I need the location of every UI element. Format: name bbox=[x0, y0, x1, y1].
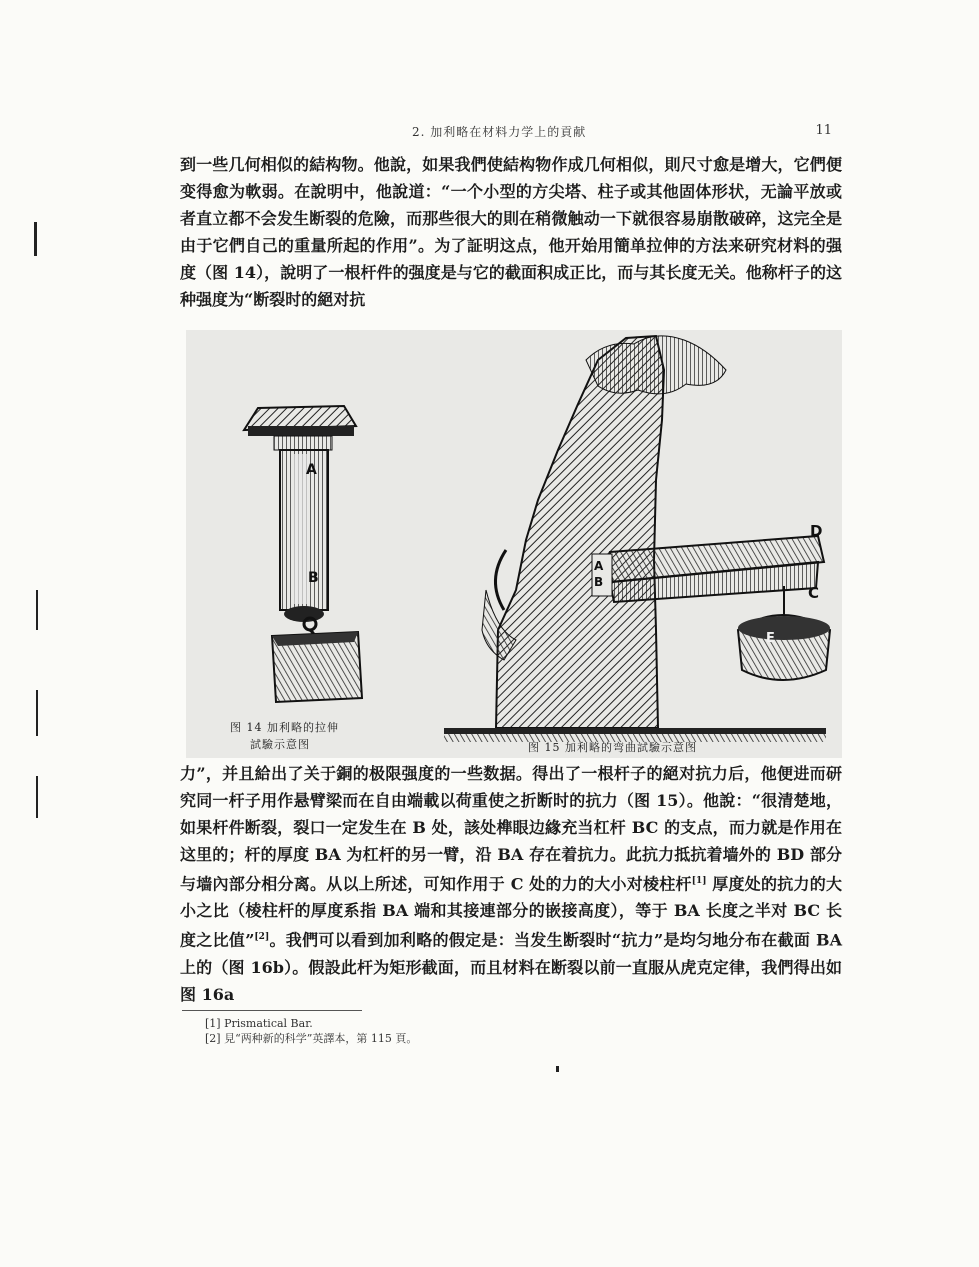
fig15-drawing bbox=[444, 336, 830, 742]
paragraph-bottom-part2: 厚度处的抗力的大小之比（棱柱杆的厚度系指 BA 端和其接連部分的嵌接高度），等于 BA 长度之半对 BC 长度之比值” bbox=[180, 874, 842, 950]
scan-speck bbox=[556, 1066, 559, 1072]
margin-scan-mark-3 bbox=[36, 776, 38, 818]
fig14-drawing bbox=[244, 406, 362, 702]
figure-illustration bbox=[186, 330, 842, 758]
label-B-fig14: B bbox=[308, 570, 319, 586]
paragraph-bottom-part3: 。我們可以看到加利略的假定是：当发生断裂时“抗力”是均匀地分布在截面 BA 上的（图 16b）。假設此杆为矩形截面，而且材料在断裂以前一直服从虎克定律，我們得出如图 16a bbox=[180, 930, 842, 1004]
caption-fig14-line2: 試驗示意图 bbox=[250, 738, 310, 751]
margin-scan-mark-1 bbox=[36, 590, 38, 630]
footnotes bbox=[205, 1016, 417, 1046]
margin-bar-mark bbox=[34, 222, 37, 256]
figure-14-15 bbox=[186, 330, 842, 758]
label-A-fig15: A bbox=[594, 559, 604, 573]
footnote-ref-1: [1] bbox=[691, 876, 707, 886]
label-A-fig14: A bbox=[306, 462, 317, 478]
caption-fig14 bbox=[230, 719, 350, 753]
paragraph-top: 到一些几何相似的結构物。他說，如果我們使結构物作成几何相似，則尺寸愈是增大，它們便变得愈为軟弱。在說明中，他說道：“一个小型的方尖塔、柱子或其他固体形状，无論平放或者直立都不会发生断裂的危險，而那些很大的則在稍微触动一下就很容易崩散破碎，这完全是由于它們自己的重量所起的作用”。为了証明这点，他开始用簡单拉伸的方法来研究材料的强度（图 14），說明了一根杆件的强度是与它的截面积成正比，而与其长度无关。他称杆子的这种强度为“断裂时的絕对抗 bbox=[180, 155, 842, 309]
caption-fig14-line1: 图 14 加利略的拉伸 bbox=[230, 721, 339, 734]
page-number: 11 bbox=[815, 123, 832, 138]
page-header bbox=[180, 121, 840, 143]
running-title: 2. 加利略在材料力学上的貢献 bbox=[412, 125, 587, 139]
label-C: C bbox=[808, 584, 820, 602]
label-D: D bbox=[810, 522, 823, 540]
footnote-2: [2] 見“两种新的科学”英譯本，第 115 頁。 bbox=[205, 1032, 418, 1045]
caption-fig15: 图 15 加利略的弯曲試驗示意图 bbox=[528, 741, 697, 754]
label-E: E bbox=[766, 631, 775, 646]
footnote-1: [1] Prismatical Bar. bbox=[205, 1017, 313, 1030]
footnote-rule bbox=[182, 1010, 362, 1011]
label-B-fig15: B bbox=[594, 575, 604, 589]
margin-scan-mark-2 bbox=[36, 690, 38, 736]
paragraph-bottom-part1: 力”，并且給出了关于銅的极限强度的一些数据。得出了一根杆子的絕对抗力后，他便进而研究同一杆子用作悬臂梁而在自由端載以荷重使之折断时的抗力（图 15）。他說：“很清楚地，如果杆件断裂，裂口一定发生在 B 处，該处榫眼边緣充当杠杆 BC 的支点，而力就是作用在这里的；杆的厚度 BA 为杠杆的另一臂，沿 BA 存在着抗力。此抗力抵抗着墙外的 BD 部分与墙內部分相分离。从以上所述，可知作用于 C 处的力的大小对棱柱杆 bbox=[180, 764, 842, 894]
footnote-ref-2: [2] bbox=[254, 932, 270, 943]
paragraph-bottom bbox=[180, 760, 842, 1008]
